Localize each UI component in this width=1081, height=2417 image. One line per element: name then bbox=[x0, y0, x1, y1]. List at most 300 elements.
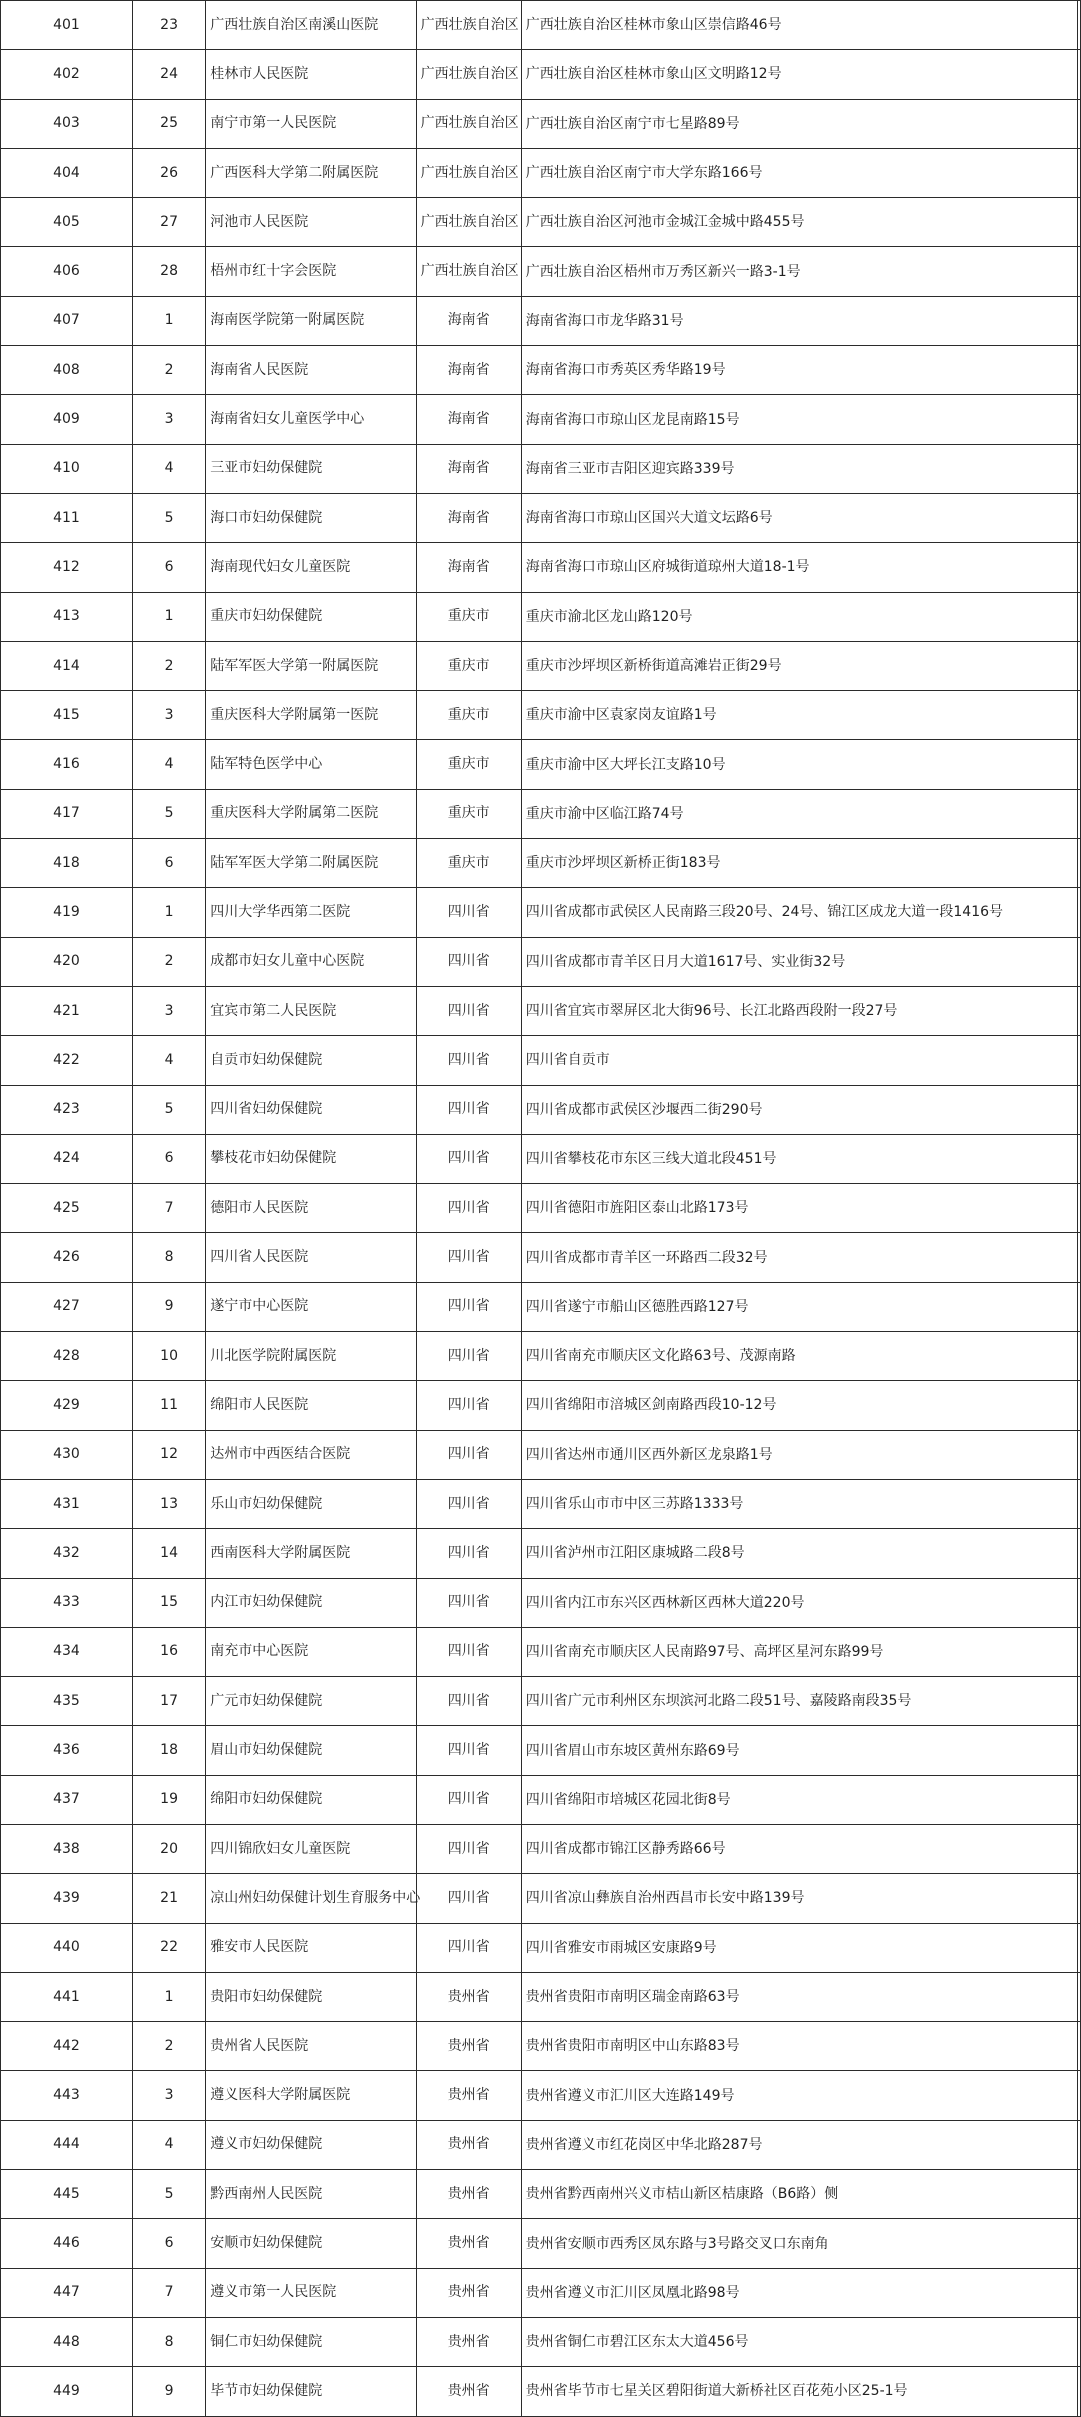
cell-hospital-name: 桂林市人民医院 bbox=[206, 50, 416, 99]
cell-province: 四川省 bbox=[416, 1529, 521, 1578]
table-row bbox=[1, 1184, 1081, 1233]
cell-province: 四川省 bbox=[416, 888, 521, 937]
cell-province-sequence: 19 bbox=[132, 1775, 205, 1824]
cell-province-sequence: 9 bbox=[132, 2367, 205, 2416]
cell-hospital-name: 自贡市妇幼保健院 bbox=[206, 1036, 416, 1085]
cell-row-number: 408 bbox=[1, 346, 133, 395]
cell-address bbox=[521, 1233, 1077, 1282]
cell-address bbox=[521, 1036, 1077, 1085]
cell-row-number: 433 bbox=[1, 1578, 133, 1627]
table-row bbox=[1, 444, 1081, 493]
cell-hospital-name: 海南现代妇女儿童医院 bbox=[206, 543, 416, 592]
cell-row-number: 404 bbox=[1, 148, 133, 197]
table-row bbox=[1, 691, 1081, 740]
cell-services bbox=[1077, 346, 1080, 395]
cell-province: 四川省 bbox=[416, 1627, 521, 1676]
cell-address bbox=[521, 2367, 1077, 2416]
address-text: 贵州省毕节市七星关区碧阳街道大新桥社区百花苑小区25-1号 bbox=[525, 2383, 908, 2400]
cell-province-sequence: 21 bbox=[132, 1874, 205, 1923]
address-text: 重庆市渝中区袁家岗友谊路1号 bbox=[525, 707, 717, 724]
cell-row-number: 401 bbox=[1, 1, 133, 50]
address-text: 海南省海口市琼山区国兴大道文坛路6号 bbox=[525, 510, 773, 527]
cell-province-sequence: 12 bbox=[132, 1430, 205, 1479]
address-text: 四川省内江市东兴区西林新区西林大道220号 bbox=[525, 1594, 805, 1611]
cell-row-number: 402 bbox=[1, 50, 133, 99]
cell-province: 四川省 bbox=[416, 1085, 521, 1134]
cell-row-number: 409 bbox=[1, 395, 133, 444]
cell-services bbox=[1077, 1233, 1080, 1282]
cell-address bbox=[521, 1972, 1077, 2021]
cell-address bbox=[521, 543, 1077, 592]
cell-services bbox=[1077, 1381, 1080, 1430]
cell-province-sequence: 7 bbox=[132, 1184, 205, 1233]
cell-hospital-name: 毕节市妇幼保健院 bbox=[206, 2367, 416, 2416]
cell-services bbox=[1077, 99, 1080, 148]
cell-hospital-name: 眉山市妇幼保健院 bbox=[206, 1726, 416, 1775]
table-row bbox=[1, 1627, 1081, 1676]
cell-hospital-name: 贵州省人民医院 bbox=[206, 2022, 416, 2071]
cell-province-sequence: 17 bbox=[132, 1677, 205, 1726]
cell-address bbox=[521, 1775, 1077, 1824]
address-text: 四川省绵阳市涪城区剑南路西段10-12号 bbox=[525, 1397, 777, 1414]
cell-row-number: 447 bbox=[1, 2268, 133, 2317]
cell-row-number: 432 bbox=[1, 1529, 133, 1578]
cell-services bbox=[1077, 1085, 1080, 1134]
cell-province: 贵州省 bbox=[416, 2120, 521, 2169]
cell-province: 海南省 bbox=[416, 543, 521, 592]
table-row bbox=[1, 1134, 1081, 1183]
cell-services bbox=[1077, 1134, 1080, 1183]
cell-province: 四川省 bbox=[416, 1874, 521, 1923]
cell-province-sequence: 15 bbox=[132, 1578, 205, 1627]
cell-hospital-name: 三亚市妇幼保健院 bbox=[206, 444, 416, 493]
cell-province: 四川省 bbox=[416, 1134, 521, 1183]
cell-address bbox=[521, 937, 1077, 986]
cell-province: 四川省 bbox=[416, 1726, 521, 1775]
cell-hospital-name: 重庆市妇幼保健院 bbox=[206, 592, 416, 641]
cell-province-sequence: 8 bbox=[132, 2317, 205, 2366]
table-row bbox=[1, 2219, 1081, 2268]
cell-services bbox=[1077, 2219, 1080, 2268]
cell-province-sequence: 2 bbox=[132, 346, 205, 395]
address-text: 海南省海口市琼山区府城街道琼州大道18-1号 bbox=[525, 559, 810, 576]
cell-hospital-name: 四川锦欣妇女儿童医院 bbox=[206, 1824, 416, 1873]
cell-services bbox=[1077, 198, 1080, 247]
cell-province-sequence: 10 bbox=[132, 1332, 205, 1381]
address-text: 四川省攀枝花市东区三线大道北段451号 bbox=[525, 1150, 777, 1167]
cell-address bbox=[521, 2317, 1077, 2366]
cell-services bbox=[1077, 1, 1080, 50]
cell-row-number: 441 bbox=[1, 1972, 133, 2021]
address-text: 四川省成都市青羊区日月大道1617号、实业街32号 bbox=[525, 953, 846, 970]
cell-province-sequence: 3 bbox=[132, 986, 205, 1035]
cell-row-number: 417 bbox=[1, 789, 133, 838]
cell-hospital-name: 贵阳市妇幼保健院 bbox=[206, 1972, 416, 2021]
cell-province-sequence: 2 bbox=[132, 937, 205, 986]
cell-address bbox=[521, 2120, 1077, 2169]
cell-services bbox=[1077, 1282, 1080, 1331]
cell-row-number: 425 bbox=[1, 1184, 133, 1233]
cell-address bbox=[521, 1430, 1077, 1479]
address-text: 广西壮族自治区南宁市大学东路166号 bbox=[525, 165, 763, 182]
cell-hospital-name: 广西医科大学第二附属医院 bbox=[206, 148, 416, 197]
cell-province: 广西壮族自治区 bbox=[416, 50, 521, 99]
cell-services bbox=[1077, 888, 1080, 937]
cell-services bbox=[1077, 839, 1080, 888]
cell-address bbox=[521, 1578, 1077, 1627]
cell-hospital-name: 遵义医科大学附属医院 bbox=[206, 2071, 416, 2120]
cell-province-sequence: 22 bbox=[132, 1923, 205, 1972]
cell-hospital-name: 绵阳市妇幼保健院 bbox=[206, 1775, 416, 1824]
cell-row-number: 405 bbox=[1, 198, 133, 247]
cell-address bbox=[521, 493, 1077, 542]
cell-province: 广西壮族自治区 bbox=[416, 198, 521, 247]
cell-province-sequence: 2 bbox=[132, 2022, 205, 2071]
cell-province: 重庆市 bbox=[416, 740, 521, 789]
cell-province-sequence: 2 bbox=[132, 641, 205, 690]
cell-services bbox=[1077, 247, 1080, 296]
cell-address bbox=[521, 1529, 1077, 1578]
cell-services bbox=[1077, 2120, 1080, 2169]
cell-hospital-name: 德阳市人民医院 bbox=[206, 1184, 416, 1233]
cell-province-sequence: 25 bbox=[132, 99, 205, 148]
cell-services bbox=[1077, 50, 1080, 99]
cell-province: 广西壮族自治区 bbox=[416, 247, 521, 296]
cell-row-number: 415 bbox=[1, 691, 133, 740]
cell-province: 四川省 bbox=[416, 986, 521, 1035]
cell-services bbox=[1077, 1332, 1080, 1381]
address-text: 四川省成都市武侯区人民南路三段20号、24号、锦江区成龙大道一段1416号 bbox=[525, 904, 1004, 921]
cell-hospital-name: 达州市中西医结合医院 bbox=[206, 1430, 416, 1479]
table-row bbox=[1, 592, 1081, 641]
cell-hospital-name: 陆军军医大学第二附属医院 bbox=[206, 839, 416, 888]
cell-province-sequence: 6 bbox=[132, 2219, 205, 2268]
cell-address bbox=[521, 198, 1077, 247]
cell-province-sequence: 6 bbox=[132, 543, 205, 592]
cell-province: 重庆市 bbox=[416, 691, 521, 740]
cell-services bbox=[1077, 641, 1080, 690]
cell-hospital-name: 海南医学院第一附属医院 bbox=[206, 296, 416, 345]
cell-province: 四川省 bbox=[416, 1233, 521, 1282]
cell-address bbox=[521, 888, 1077, 937]
cell-services bbox=[1077, 2367, 1080, 2416]
cell-address bbox=[521, 691, 1077, 740]
cell-address bbox=[521, 247, 1077, 296]
cell-province-sequence: 3 bbox=[132, 691, 205, 740]
cell-row-number: 438 bbox=[1, 1824, 133, 1873]
table-row bbox=[1, 2367, 1081, 2416]
cell-hospital-name: 雅安市人民医院 bbox=[206, 1923, 416, 1972]
address-text: 贵州省安顺市西秀区凤东路与3号路交叉口东南角 bbox=[525, 2235, 829, 2252]
cell-services bbox=[1077, 1184, 1080, 1233]
cell-province: 四川省 bbox=[416, 1430, 521, 1479]
cell-address bbox=[521, 986, 1077, 1035]
table-row bbox=[1, 493, 1081, 542]
cell-row-number: 444 bbox=[1, 2120, 133, 2169]
cell-hospital-name: 海南省人民医院 bbox=[206, 346, 416, 395]
cell-address bbox=[521, 789, 1077, 838]
cell-services bbox=[1077, 986, 1080, 1035]
table-row bbox=[1, 395, 1081, 444]
address-text: 四川省成都市锦江区静秀路66号 bbox=[525, 1841, 726, 1858]
cell-row-number: 440 bbox=[1, 1923, 133, 1972]
cell-row-number: 407 bbox=[1, 296, 133, 345]
cell-province: 贵州省 bbox=[416, 2317, 521, 2366]
address-text: 广西壮族自治区河池市金城江金城中路455号 bbox=[525, 214, 805, 231]
table-row bbox=[1, 888, 1081, 937]
address-text: 重庆市沙坪坝区新桥正街183号 bbox=[525, 855, 721, 872]
table-row bbox=[1, 2268, 1081, 2317]
cell-address bbox=[521, 444, 1077, 493]
cell-row-number: 443 bbox=[1, 2071, 133, 2120]
cell-province: 广西壮族自治区 bbox=[416, 1, 521, 50]
cell-province: 贵州省 bbox=[416, 2071, 521, 2120]
cell-address bbox=[521, 2071, 1077, 2120]
table-row bbox=[1, 543, 1081, 592]
cell-province-sequence: 28 bbox=[132, 247, 205, 296]
cell-services bbox=[1077, 937, 1080, 986]
address-text: 四川省雅安市雨城区安康路9号 bbox=[525, 1939, 717, 1956]
address-text: 四川省成都市武侯区沙堰西二街290号 bbox=[525, 1101, 763, 1118]
table-row bbox=[1, 2120, 1081, 2169]
cell-services bbox=[1077, 2071, 1080, 2120]
address-text: 四川省广元市利州区东坝滨河北路二段51号、嘉陵路南段35号 bbox=[525, 1693, 912, 1710]
address-text: 贵州省贵阳市南明区瑞金南路63号 bbox=[525, 1989, 740, 2006]
cell-address bbox=[521, 1282, 1077, 1331]
cell-province-sequence: 3 bbox=[132, 2071, 205, 2120]
cell-services bbox=[1077, 1479, 1080, 1528]
table-row bbox=[1, 1972, 1081, 2021]
cell-hospital-name: 陆军特色医学中心 bbox=[206, 740, 416, 789]
cell-row-number: 446 bbox=[1, 2219, 133, 2268]
table-row bbox=[1, 1036, 1081, 1085]
address-text: 四川省乐山市市中区三苏路1333号 bbox=[525, 1496, 744, 1513]
cell-address bbox=[521, 1, 1077, 50]
cell-address bbox=[521, 50, 1077, 99]
address-text: 广西壮族自治区南宁市七星路89号 bbox=[525, 115, 740, 132]
cell-province-sequence: 4 bbox=[132, 740, 205, 789]
cell-services bbox=[1077, 444, 1080, 493]
address-text: 贵州省遵义市汇川区凤凰北路98号 bbox=[525, 2284, 740, 2301]
cell-address bbox=[521, 1381, 1077, 1430]
cell-row-number: 442 bbox=[1, 2022, 133, 2071]
cell-row-number: 445 bbox=[1, 2170, 133, 2219]
cell-row-number: 429 bbox=[1, 1381, 133, 1430]
cell-hospital-name: 凉山州妇幼保健计划生育服务中心 bbox=[206, 1874, 416, 1923]
address-text: 海南省三亚市吉阳区迎宾路339号 bbox=[525, 460, 735, 477]
cell-services bbox=[1077, 691, 1080, 740]
table-row bbox=[1, 1, 1081, 50]
cell-hospital-name: 遵义市第一人民医院 bbox=[206, 2268, 416, 2317]
cell-province: 海南省 bbox=[416, 296, 521, 345]
cell-address bbox=[521, 2170, 1077, 2219]
cell-address bbox=[521, 1627, 1077, 1676]
cell-services bbox=[1077, 1824, 1080, 1873]
address-text: 广西壮族自治区桂林市象山区文明路12号 bbox=[525, 66, 782, 83]
cell-province: 四川省 bbox=[416, 1282, 521, 1331]
address-text: 海南省海口市琼山区龙昆南路15号 bbox=[525, 411, 740, 428]
cell-row-number: 419 bbox=[1, 888, 133, 937]
cell-row-number: 414 bbox=[1, 641, 133, 690]
table-row bbox=[1, 789, 1081, 838]
cell-address bbox=[521, 1085, 1077, 1134]
table-row bbox=[1, 296, 1081, 345]
cell-province: 广西壮族自治区 bbox=[416, 99, 521, 148]
cell-hospital-name: 攀枝花市妇幼保健院 bbox=[206, 1134, 416, 1183]
cell-hospital-name: 四川大学华西第二医院 bbox=[206, 888, 416, 937]
cell-address bbox=[521, 2219, 1077, 2268]
cell-hospital-name: 重庆医科大学附属第二医院 bbox=[206, 789, 416, 838]
cell-hospital-name: 遂宁市中心医院 bbox=[206, 1282, 416, 1331]
cell-row-number: 403 bbox=[1, 99, 133, 148]
cell-province: 海南省 bbox=[416, 395, 521, 444]
table-row bbox=[1, 1479, 1081, 1528]
table-row bbox=[1, 1775, 1081, 1824]
cell-province: 海南省 bbox=[416, 444, 521, 493]
address-text: 四川省眉山市东坡区黄州东路69号 bbox=[525, 1742, 740, 1759]
table-row bbox=[1, 2071, 1081, 2120]
cell-row-number: 431 bbox=[1, 1479, 133, 1528]
cell-row-number: 427 bbox=[1, 1282, 133, 1331]
cell-hospital-name: 绵阳市人民医院 bbox=[206, 1381, 416, 1430]
cell-hospital-name: 南宁市第一人民医院 bbox=[206, 99, 416, 148]
cell-province-sequence: 1 bbox=[132, 592, 205, 641]
cell-hospital-name: 安顺市妇幼保健院 bbox=[206, 2219, 416, 2268]
cell-address bbox=[521, 1874, 1077, 1923]
address-text: 四川省泸州市江阳区康城路二段8号 bbox=[525, 1545, 745, 1562]
address-text: 重庆市渝中区临江路74号 bbox=[525, 805, 684, 822]
cell-province-sequence: 5 bbox=[132, 1085, 205, 1134]
address-text: 四川省南充市顺庆区人民南路97号、高坪区星河东路99号 bbox=[525, 1643, 884, 1660]
cell-province: 四川省 bbox=[416, 1677, 521, 1726]
cell-address bbox=[521, 296, 1077, 345]
cell-province-sequence: 4 bbox=[132, 444, 205, 493]
cell-province: 四川省 bbox=[416, 1184, 521, 1233]
table-row bbox=[1, 1923, 1081, 1972]
address-text: 重庆市沙坪坝区新桥街道高滩岩正街29号 bbox=[525, 658, 782, 674]
cell-row-number: 421 bbox=[1, 986, 133, 1035]
cell-row-number: 430 bbox=[1, 1430, 133, 1479]
address-text: 四川省德阳市旌阳区泰山北路173号 bbox=[525, 1200, 749, 1217]
cell-hospital-name: 海南省妇女儿童医学中心 bbox=[206, 395, 416, 444]
cell-services bbox=[1077, 1430, 1080, 1479]
cell-province: 四川省 bbox=[416, 1578, 521, 1627]
cell-services bbox=[1077, 1874, 1080, 1923]
cell-province: 四川省 bbox=[416, 937, 521, 986]
cell-row-number: 435 bbox=[1, 1677, 133, 1726]
cell-hospital-name: 四川省妇幼保健院 bbox=[206, 1085, 416, 1134]
cell-province-sequence: 5 bbox=[132, 2170, 205, 2219]
cell-services bbox=[1077, 1677, 1080, 1726]
cell-province-sequence: 4 bbox=[132, 1036, 205, 1085]
cell-row-number: 411 bbox=[1, 493, 133, 542]
cell-address bbox=[521, 148, 1077, 197]
cell-hospital-name: 遵义市妇幼保健院 bbox=[206, 2120, 416, 2169]
address-text: 重庆市渝中区大坪长江支路10号 bbox=[525, 756, 726, 773]
cell-province-sequence: 1 bbox=[132, 888, 205, 937]
cell-province: 海南省 bbox=[416, 346, 521, 395]
cell-address bbox=[521, 1332, 1077, 1381]
table-row bbox=[1, 2022, 1081, 2071]
address-text: 四川省遂宁市船山区德胜西路127号 bbox=[525, 1298, 749, 1315]
cell-hospital-name: 广元市妇幼保健院 bbox=[206, 1677, 416, 1726]
cell-row-number: 406 bbox=[1, 247, 133, 296]
cell-province-sequence: 8 bbox=[132, 1233, 205, 1282]
cell-address bbox=[521, 1677, 1077, 1726]
cell-province-sequence: 9 bbox=[132, 1282, 205, 1331]
cell-province: 重庆市 bbox=[416, 592, 521, 641]
cell-province-sequence: 3 bbox=[132, 395, 205, 444]
cell-services bbox=[1077, 296, 1080, 345]
cell-province-sequence: 4 bbox=[132, 2120, 205, 2169]
cell-row-number: 449 bbox=[1, 2367, 133, 2416]
cell-province: 贵州省 bbox=[416, 2219, 521, 2268]
cell-province-sequence: 6 bbox=[132, 839, 205, 888]
cell-address bbox=[521, 346, 1077, 395]
cell-province: 广西壮族自治区 bbox=[416, 148, 521, 197]
cell-hospital-name: 黔西南州人民医院 bbox=[206, 2170, 416, 2219]
table-row bbox=[1, 641, 1081, 690]
cell-province-sequence: 16 bbox=[132, 1627, 205, 1676]
cell-services bbox=[1077, 740, 1080, 789]
cell-province-sequence: 26 bbox=[132, 148, 205, 197]
table-row bbox=[1, 1332, 1081, 1381]
table-row bbox=[1, 1874, 1081, 1923]
cell-province: 四川省 bbox=[416, 1775, 521, 1824]
cell-province-sequence: 11 bbox=[132, 1381, 205, 1430]
cell-hospital-name: 川北医学院附属医院 bbox=[206, 1332, 416, 1381]
cell-province: 四川省 bbox=[416, 1479, 521, 1528]
cell-hospital-name: 河池市人民医院 bbox=[206, 198, 416, 247]
cell-province: 海南省 bbox=[416, 493, 521, 542]
address-text: 重庆市渝北区龙山路120号 bbox=[525, 608, 693, 625]
cell-row-number: 436 bbox=[1, 1726, 133, 1775]
cell-services bbox=[1077, 1775, 1080, 1824]
cell-province: 贵州省 bbox=[416, 2367, 521, 2416]
cell-hospital-name: 广西壮族自治区南溪山医院 bbox=[206, 1, 416, 50]
cell-province-sequence: 13 bbox=[132, 1479, 205, 1528]
cell-address bbox=[521, 1479, 1077, 1528]
cell-province-sequence: 1 bbox=[132, 1972, 205, 2021]
table-row bbox=[1, 50, 1081, 99]
cell-address bbox=[521, 1923, 1077, 1972]
cell-hospital-name: 四川省人民医院 bbox=[206, 1233, 416, 1282]
address-text: 四川省凉山彝族自治州西昌市长安中路139号 bbox=[525, 1890, 805, 1907]
cell-hospital-name: 内江市妇幼保健院 bbox=[206, 1578, 416, 1627]
cell-address bbox=[521, 592, 1077, 641]
cell-province: 四川省 bbox=[416, 1332, 521, 1381]
cell-services bbox=[1077, 1529, 1080, 1578]
table-row bbox=[1, 1824, 1081, 1873]
cell-address bbox=[521, 641, 1077, 690]
cell-row-number: 439 bbox=[1, 1874, 133, 1923]
address-text: 四川省达州市通川区西外新区龙泉路1号 bbox=[525, 1446, 773, 1463]
address-text: 贵州省黔西南州兴义市桔山新区桔康路（B6路）侧 bbox=[525, 2186, 839, 2203]
cell-province-sequence: 24 bbox=[132, 50, 205, 99]
cell-services bbox=[1077, 1578, 1080, 1627]
cell-province: 四川省 bbox=[416, 1036, 521, 1085]
cell-hospital-name: 重庆医科大学附属第一医院 bbox=[206, 691, 416, 740]
address-text: 四川省绵阳市培城区花园北街8号 bbox=[525, 1791, 731, 1808]
table-row bbox=[1, 99, 1081, 148]
cell-services bbox=[1077, 592, 1080, 641]
cell-row-number: 426 bbox=[1, 1233, 133, 1282]
cell-row-number: 412 bbox=[1, 543, 133, 592]
table-row bbox=[1, 986, 1081, 1035]
address-text: 贵州省铜仁市碧江区东太大道456号 bbox=[525, 2334, 749, 2351]
cell-hospital-name: 陆军军医大学第一附属医院 bbox=[206, 641, 416, 690]
cell-services bbox=[1077, 2317, 1080, 2366]
